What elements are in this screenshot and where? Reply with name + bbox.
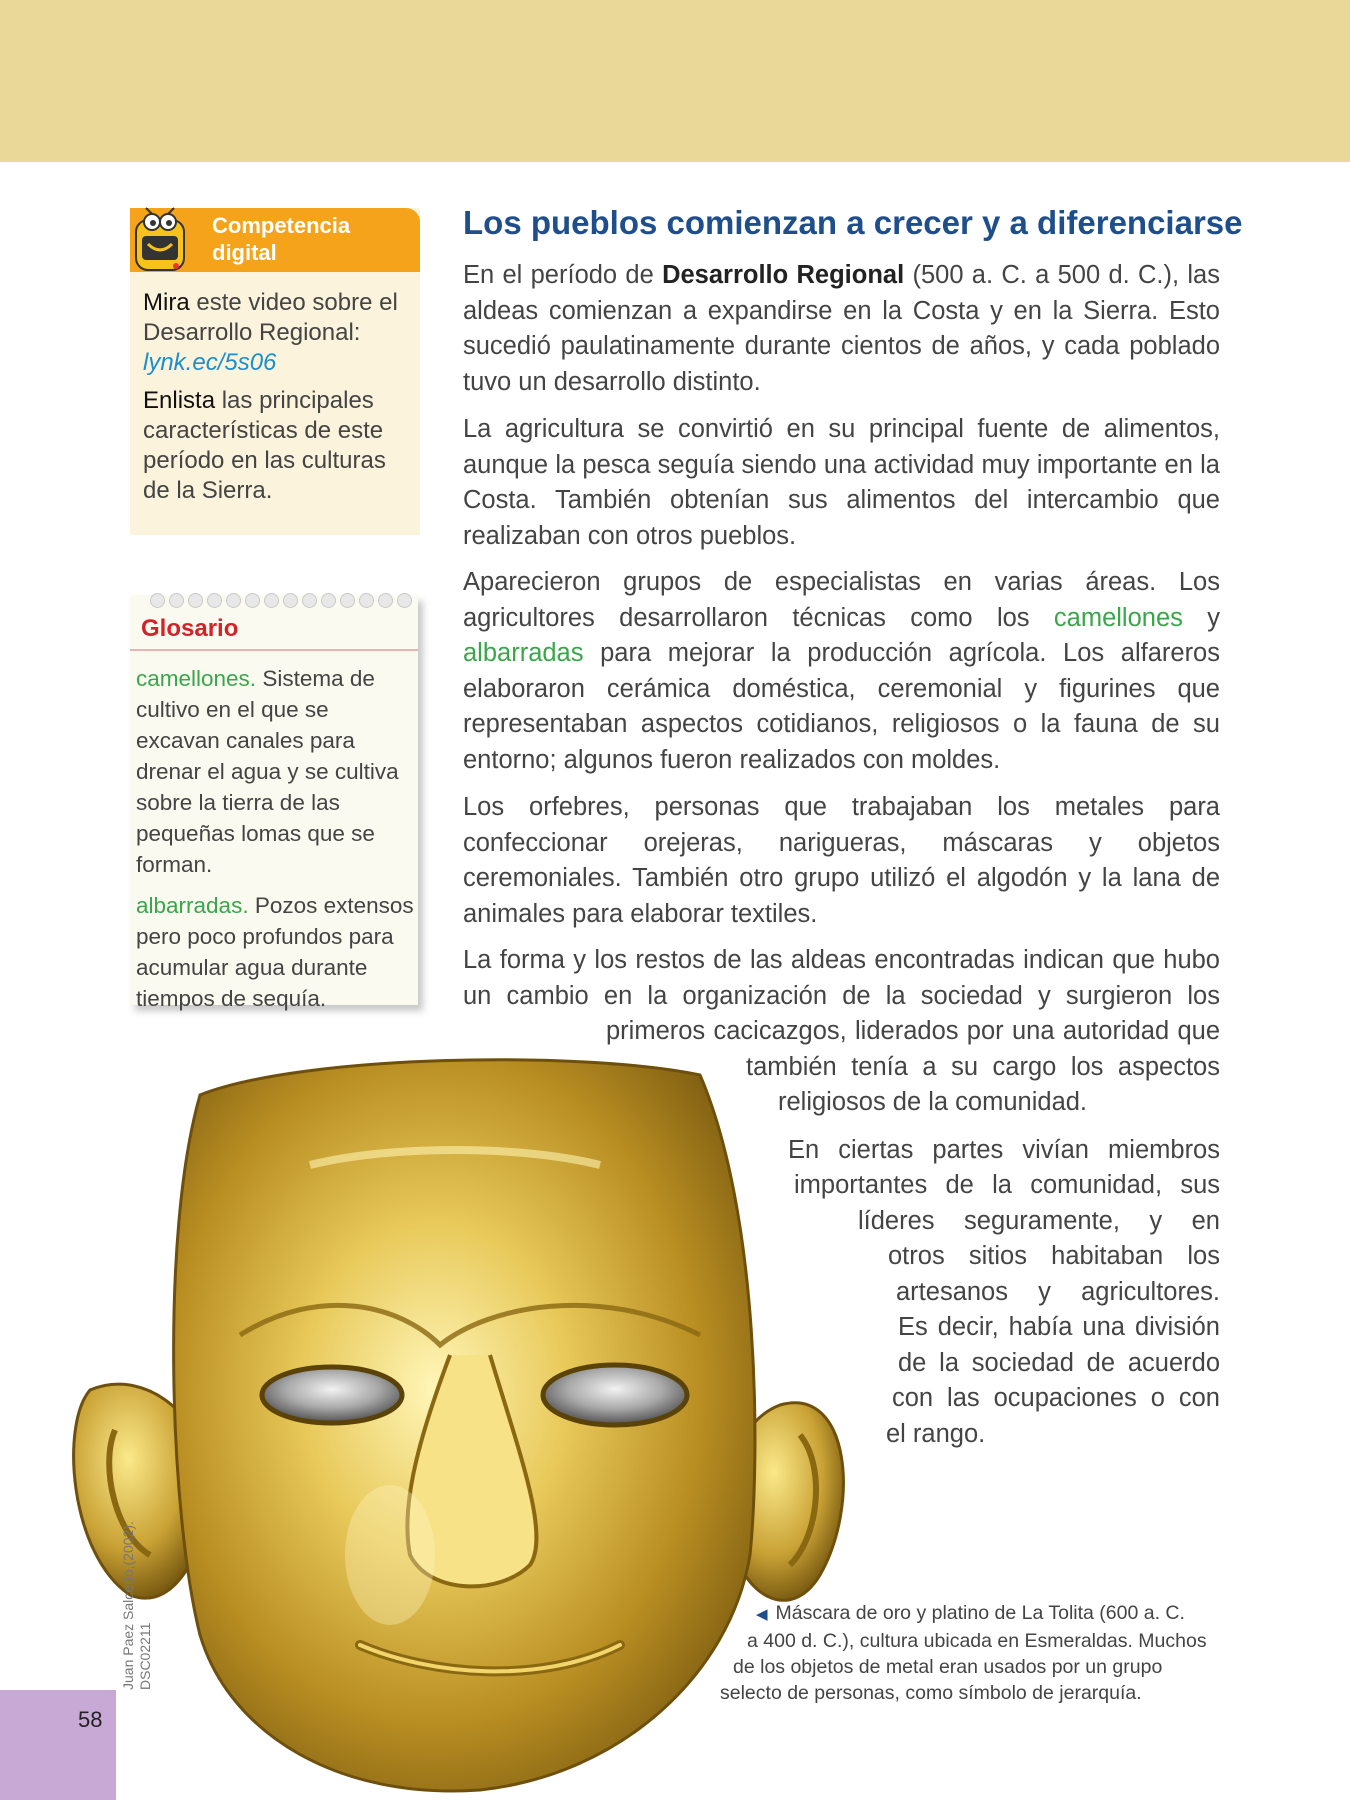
- paragraph-2: La agricultura se convirtió en su principal fuente de alimentos, aunque la pesca seguía siendo una actividad muy importante en la Costa. También obtenían sus alimentos del intercambio que realizaban con otros pueblos.: [463, 415, 1220, 550]
- text-run: En el período de: [463, 261, 663, 289]
- credit-line: DSC02211: [137, 1622, 153, 1690]
- competencia-digital-box: [130, 208, 420, 535]
- caption-text: Máscara de oro y platino de La Tolita (600 a. C.: [775, 1602, 1185, 1624]
- text-line: primeros cacicazgos, liderados por una autoridad que: [606, 1017, 1220, 1045]
- glossary-entry: [136, 890, 414, 1014]
- text-line: el rango.: [886, 1420, 986, 1448]
- instruction-verb: Mira: [143, 289, 190, 316]
- text-line: La forma y los restos de las aldeas encontradas indican que hubo: [463, 946, 1220, 974]
- text-run: Aparecieron grupos de especialistas en varias áreas. Los agricultores desarrollaron técnicas como los: [463, 568, 1220, 632]
- image-caption: [700, 1600, 1220, 1706]
- paragraph-1: [463, 258, 1220, 400]
- competencia-body: [143, 288, 413, 514]
- glossary-title: Glosario: [141, 615, 239, 642]
- glossary-definition: Sistema de cultivo en el que se excavan canales para drenar el agua y se cultiva sobre la tierra de las pequeñas lomas que se forman.: [136, 666, 399, 877]
- text-run: (500 a. C. a 500 d. C.), las aldeas comienzan a expandirse en la Costa y en la Sierra. Esto sucedió paulatinamente durante cientos de años, y cada poblado tuvo un desarrollo distinto.: [463, 261, 1220, 396]
- credit-line: Juan Paez Salcedo,(2002).: [120, 1521, 136, 1690]
- header-band: [0, 0, 1350, 162]
- glossary-body: [136, 663, 414, 1024]
- glossary-divider: [130, 649, 418, 651]
- glossary-term: camellones.: [136, 666, 257, 691]
- text-line: artesanos y agricultores.: [896, 1278, 1220, 1306]
- instruction-verb: Enlista: [143, 387, 216, 414]
- competencia-title: [212, 212, 412, 266]
- instruction-text: las principales características de este período en las culturas de la Sierra.: [143, 387, 386, 504]
- caption-line: de los objetos de metal eran usados por un grupo: [733, 1656, 1163, 1678]
- instruction-text: este video sobre el Desarrollo Regional:: [143, 289, 398, 346]
- caption-arrow-icon: ◀: [756, 1606, 768, 1623]
- paragraph-3: [463, 565, 1220, 778]
- text-run: para mejorar la producción agrícola. Los alfareros elaboraron cerámica doméstica, ceremonial y figurines que representaban aspectos cotidianos, religiosos o la fauna de su entorno; algunos fueron realizados con moldes.: [463, 639, 1220, 774]
- competencia-title-line: digital: [212, 240, 277, 265]
- text-line: un cambio en la organización de la sociedad y surgieron los: [463, 982, 1220, 1010]
- text-line: también tenía a su cargo los aspectos: [746, 1053, 1220, 1081]
- glossary-link-albarradas[interactable]: albarradas: [463, 639, 584, 667]
- text-line: importantes de la comunidad, sus: [794, 1171, 1220, 1199]
- caption-line: selecto de personas, como símbolo de jerarquía.: [720, 1682, 1142, 1704]
- bold-term: Desarrollo Regional: [662, 261, 905, 289]
- photo-credit: [120, 1521, 154, 1690]
- glossary-term: albarradas.: [136, 893, 249, 918]
- text-line: religiosos de la comunidad.: [778, 1088, 1088, 1116]
- caption-line: a 400 d. C.), cultura ubicada en Esmeraldas. Muchos: [747, 1630, 1207, 1652]
- glossary-definition: Pozos extensos pero poco profundos para acumular agua durante tiempos de sequía.: [136, 893, 414, 1011]
- competencia-paragraph: [143, 288, 413, 378]
- competencia-header: [130, 208, 420, 272]
- competencia-paragraph: [143, 386, 413, 506]
- text-line: Es decir, había una división: [898, 1313, 1220, 1341]
- caption-line: [700, 1600, 1220, 1628]
- text-line: con las ocupaciones o con: [892, 1384, 1220, 1412]
- text-run: y: [1182, 603, 1220, 632]
- text-line: de la sociedad de acuerdo: [898, 1349, 1220, 1377]
- robot-icon: [124, 206, 194, 278]
- text-line: líderes seguramente, y en: [858, 1207, 1220, 1235]
- video-link[interactable]: lynk.ec/5s06: [143, 349, 277, 376]
- page-number: 58: [78, 1707, 103, 1732]
- text-line: En ciertas partes vivían miembros: [788, 1136, 1220, 1164]
- glossary-entry: [136, 663, 414, 880]
- notebook-rings: [150, 593, 412, 609]
- text-line: otros sitios habitaban los: [888, 1242, 1220, 1270]
- glossary-box: [130, 595, 418, 1011]
- paragraph-4: Los orfebres, personas que trabajaban los metales para confeccionar orejeras, narigueras, máscaras y objetos ceremoniales. También otro grupo utilizó el algodón y la lana de animales para elaborar textiles.: [463, 793, 1220, 928]
- competencia-title-line: Competencia: [212, 213, 351, 238]
- section-heading: Los pueblos comienzan a crecer y a diferenciarse: [463, 204, 1243, 241]
- glossary-link-camellones[interactable]: camellones: [1053, 603, 1183, 632]
